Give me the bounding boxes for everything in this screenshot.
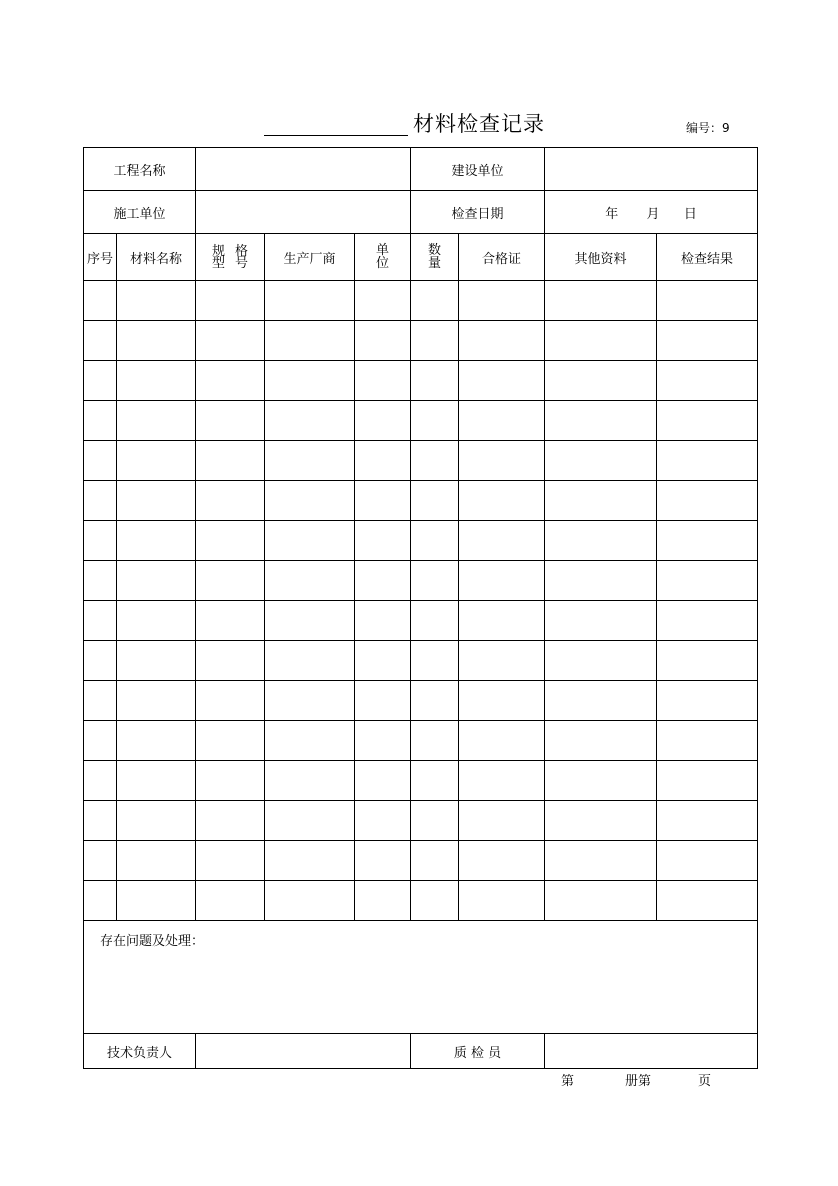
cell-spec[interactable] [196,761,265,801]
tech-lead-label: 技术负责人 [84,1034,196,1069]
cell-other-docs[interactable] [545,521,657,561]
cell-other-docs[interactable] [545,361,657,401]
cell-manufacturer[interactable] [265,441,355,481]
cell-seq[interactable] [84,841,117,881]
cell-unit[interactable] [355,841,411,881]
cell-other-docs[interactable] [545,681,657,721]
cell-unit[interactable] [355,361,411,401]
col-certificate: 合格证 [459,234,545,281]
table-row [84,561,758,601]
cell-result[interactable] [657,521,758,561]
col-unit-bottom: 位 [376,255,390,271]
footer-volume-suffix: 册第 [625,1074,652,1089]
cell-spec[interactable] [196,801,265,841]
table-row [84,721,758,761]
cell-spec[interactable] [196,441,265,481]
cell-seq[interactable] [84,361,117,401]
cell-material-name[interactable] [117,721,196,761]
cell-manufacturer[interactable] [265,361,355,401]
cell-qty[interactable] [411,321,459,361]
cell-other-docs[interactable] [545,401,657,441]
cell-certificate[interactable] [459,281,545,321]
cell-qty[interactable] [411,881,459,921]
table-row [84,641,758,681]
project-name-field[interactable] [196,148,411,191]
col-result: 检查结果 [657,234,758,281]
cell-qty[interactable] [411,801,459,841]
cell-other-docs[interactable] [545,881,657,921]
cell-unit[interactable] [355,321,411,361]
cell-qty[interactable] [411,841,459,881]
cell-spec[interactable] [196,281,265,321]
cell-spec[interactable] [196,681,265,721]
cell-manufacturer[interactable] [265,281,355,321]
table-row [84,521,758,561]
contractor-field[interactable] [196,191,411,234]
cell-certificate[interactable] [459,601,545,641]
cell-result[interactable] [657,281,758,321]
col-seq: 序号 [84,234,117,281]
table-row [84,361,758,401]
col-qty [411,234,459,281]
col-material-name: 材料名称 [117,234,196,281]
cell-qty[interactable] [411,721,459,761]
cell-manufacturer[interactable] [265,641,355,681]
cell-unit[interactable] [355,521,411,561]
cell-result[interactable] [657,881,758,921]
cell-seq[interactable] [84,481,117,521]
cell-spec[interactable] [196,521,265,561]
cell-unit[interactable] [355,441,411,481]
table-row [84,601,758,641]
footer-volume-prefix: 第 [561,1074,575,1089]
cell-material-name[interactable] [117,361,196,401]
project-row [84,148,758,191]
cell-manufacturer[interactable] [265,841,355,881]
tech-lead-field[interactable] [196,1034,411,1069]
cell-material-name[interactable] [117,521,196,561]
cell-material-name[interactable] [117,761,196,801]
cell-manufacturer[interactable] [265,601,355,641]
cell-other-docs[interactable] [545,641,657,681]
cell-qty[interactable] [411,561,459,601]
cell-result[interactable] [657,481,758,521]
cell-certificate[interactable] [459,801,545,841]
cell-certificate[interactable] [459,681,545,721]
cell-material-name[interactable] [117,281,196,321]
cell-certificate[interactable] [459,521,545,561]
cell-certificate[interactable] [459,441,545,481]
cell-seq[interactable] [84,281,117,321]
cell-other-docs[interactable] [545,721,657,761]
cell-qty[interactable] [411,521,459,561]
cell-seq[interactable] [84,561,117,601]
cell-qty[interactable] [411,641,459,681]
cell-seq[interactable] [84,641,117,681]
cell-result[interactable] [657,721,758,761]
cell-material-name[interactable] [117,401,196,441]
cell-other-docs[interactable] [545,601,657,641]
cell-material-name[interactable] [117,641,196,681]
cell-manufacturer[interactable] [265,561,355,601]
cell-unit[interactable] [355,481,411,521]
cell-certificate[interactable] [459,361,545,401]
contractor-label: 施工单位 [84,191,196,234]
project-name-blank-line [264,135,408,136]
col-spec-bottom-left: 型 [212,256,226,271]
cell-result[interactable] [657,841,758,881]
date-year: 年 [605,206,619,222]
col-spec-top-left: 规 [212,244,226,259]
cell-unit[interactable] [355,281,411,321]
cell-other-docs[interactable] [545,761,657,801]
cell-manufacturer[interactable] [265,881,355,921]
cell-seq[interactable] [84,801,117,841]
col-spec [196,234,265,281]
table-row [84,801,758,841]
cell-manufacturer[interactable] [265,801,355,841]
cell-seq[interactable] [84,521,117,561]
cell-material-name[interactable] [117,881,196,921]
cell-spec[interactable] [196,361,265,401]
cell-result[interactable] [657,441,758,481]
cell-unit[interactable] [355,801,411,841]
cell-other-docs[interactable] [545,321,657,361]
table-row [84,441,758,481]
cell-spec[interactable] [196,881,265,921]
cell-spec[interactable] [196,561,265,601]
cell-seq[interactable] [84,321,117,361]
cell-unit[interactable] [355,881,411,921]
cell-other-docs[interactable] [545,561,657,601]
cell-manufacturer[interactable] [265,721,355,761]
cell-material-name[interactable] [117,841,196,881]
cell-unit[interactable] [355,401,411,441]
cell-other-docs[interactable] [545,801,657,841]
cell-seq[interactable] [84,881,117,921]
cell-unit[interactable] [355,681,411,721]
cell-result[interactable] [657,801,758,841]
cell-certificate[interactable] [459,401,545,441]
cell-material-name[interactable] [117,441,196,481]
cell-material-name[interactable] [117,321,196,361]
column-header-row [84,234,758,281]
cell-spec[interactable] [196,601,265,641]
col-spec-top-right: 格 [235,244,249,259]
cell-other-docs[interactable] [545,481,657,521]
col-unit-top: 单 [376,242,390,258]
cell-material-name[interactable] [117,801,196,841]
cell-seq[interactable] [84,681,117,721]
cell-spec[interactable] [196,841,265,881]
cell-qty[interactable] [411,361,459,401]
cell-result[interactable] [657,321,758,361]
cell-result[interactable] [657,401,758,441]
qc-field[interactable] [545,1034,758,1069]
cell-seq[interactable] [84,721,117,761]
cell-qty[interactable] [411,481,459,521]
cell-spec[interactable] [196,321,265,361]
cell-result[interactable] [657,601,758,641]
col-spec-bottom-right: 号 [235,256,249,271]
cell-certificate[interactable] [459,641,545,681]
footer-page-suffix: 页 [698,1074,712,1089]
cell-result[interactable] [657,641,758,681]
cell-material-name[interactable] [117,561,196,601]
builder-label: 建设单位 [411,148,545,191]
cell-certificate[interactable] [459,321,545,361]
project-name-label: 工程名称 [84,148,196,191]
col-qty-bottom: 量 [428,255,442,271]
cell-qty[interactable] [411,681,459,721]
table-row [84,761,758,801]
inspect-date-label: 检查日期 [411,191,545,234]
inspect-date-field[interactable] [545,191,758,234]
cell-unit[interactable] [355,761,411,801]
date-month: 月 [646,206,660,222]
cell-manufacturer[interactable] [265,521,355,561]
cell-certificate[interactable] [459,561,545,601]
cell-qty[interactable] [411,281,459,321]
page-title: 材料检查记录 [413,112,545,136]
cell-seq[interactable] [84,441,117,481]
cell-unit[interactable] [355,601,411,641]
cell-certificate[interactable] [459,841,545,881]
signature-row [84,1034,758,1069]
cell-certificate[interactable] [459,761,545,801]
cell-certificate[interactable] [459,481,545,521]
cell-unit[interactable] [355,721,411,761]
table-row [84,881,758,921]
table-row [84,321,758,361]
cell-seq[interactable] [84,761,117,801]
contractor-row [84,191,758,234]
table-row [84,481,758,521]
cell-spec[interactable] [196,401,265,441]
cell-seq[interactable] [84,401,117,441]
cell-material-name[interactable] [117,601,196,641]
cell-qty[interactable] [411,441,459,481]
cell-result[interactable] [657,681,758,721]
col-other-docs: 其他资料 [545,234,657,281]
cell-unit[interactable] [355,561,411,601]
cell-certificate[interactable] [459,721,545,761]
cell-result[interactable] [657,361,758,401]
cell-spec[interactable] [196,641,265,681]
table-row [84,281,758,321]
cell-manufacturer[interactable] [265,321,355,361]
issues-label: 存在问题及处理： [100,934,205,949]
table-row [84,401,758,441]
table-row [84,841,758,881]
cell-spec[interactable] [196,721,265,761]
cell-manufacturer[interactable] [265,481,355,521]
cell-other-docs[interactable] [545,841,657,881]
cell-material-name[interactable] [117,681,196,721]
cell-other-docs[interactable] [545,441,657,481]
qc-label: 质 检 员 [411,1034,545,1069]
col-manufacturer: 生产厂商 [265,234,355,281]
cell-spec[interactable] [196,481,265,521]
col-unit [355,234,411,281]
cell-unit[interactable] [355,641,411,681]
document-number: 编号：9 [686,121,730,135]
cell-result[interactable] [657,761,758,801]
cell-manufacturer[interactable] [265,401,355,441]
cell-other-docs[interactable] [545,281,657,321]
cell-material-name[interactable] [117,481,196,521]
cell-certificate[interactable] [459,881,545,921]
cell-manufacturer[interactable] [265,761,355,801]
date-day: 日 [683,206,697,222]
cell-seq[interactable] [84,601,117,641]
cell-qty[interactable] [411,601,459,641]
builder-field[interactable] [545,148,758,191]
cell-manufacturer[interactable] [265,681,355,721]
col-qty-top: 数 [428,242,442,258]
cell-qty[interactable] [411,401,459,441]
cell-result[interactable] [657,561,758,601]
cell-qty[interactable] [411,761,459,801]
table-row [84,681,758,721]
